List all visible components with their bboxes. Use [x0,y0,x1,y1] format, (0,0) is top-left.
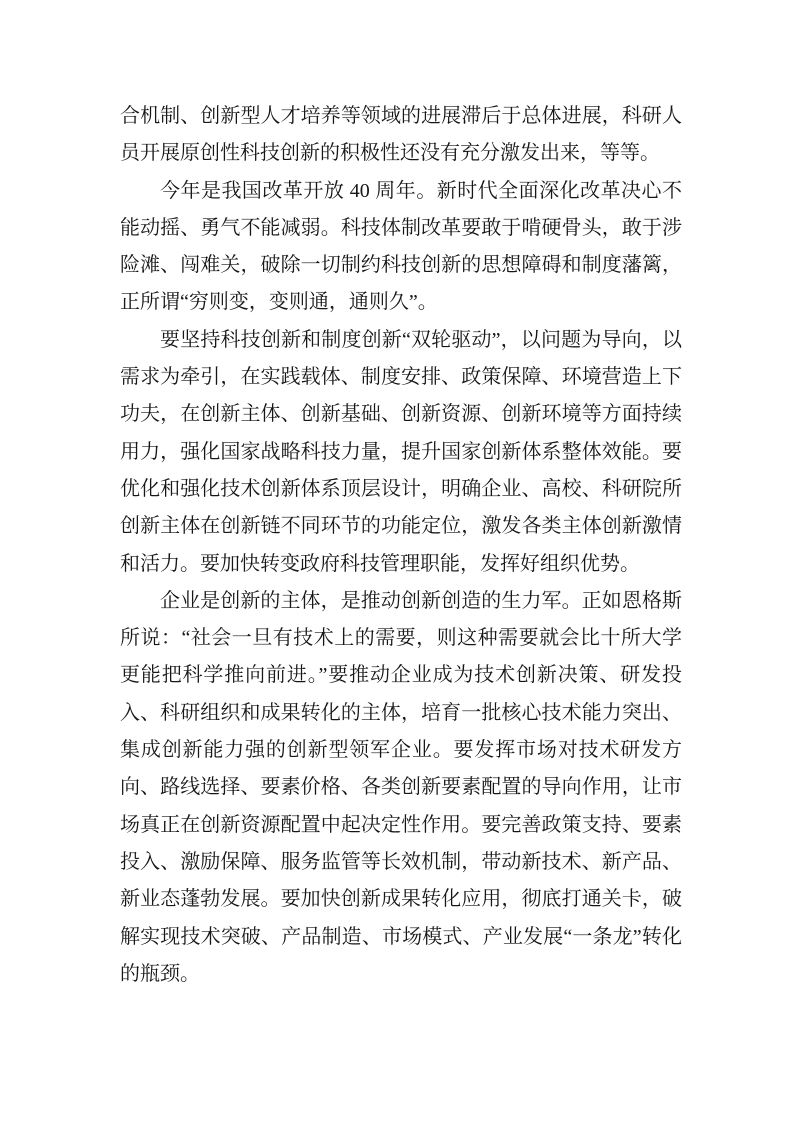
document-content [120,98,682,993]
paragraph-dual-wheel-drive: 要坚持科技创新和制度创新“双轮驱动”，以问题为导向，以需求为牵引，在实践载体、制度安排、政策保障、环境营造上下功夫，在创新主体、创新基础、创新资源、创新环境等方面持续用力，强化国家战略科技力量，提升国家创新体系整体效能。要优化和强化技术创新体系顶层设计，明确企业、高校、科研院所创新主体在创新链不同环节的功能定位，激发各类主体创新激情和活力。要加快转变政府科技管理职能，发挥好组织优势。 [120,328,682,575]
paragraph-reform-40-years: 今年是我国改革开放 40 周年。新时代全面深化改革决心不能动摇、勇气不能减弱。科技体制改革要敢于啃硬骨头，敢于涉险滩、闯难关，破除一切制约科技创新的思想障碍和制度藩篱，正所谓“穷则变，变则通，通则久”。 [120,179,682,314]
paragraph-enterprise-innovation: 企业是创新的主体，是推动创新创造的生力军。正如恩格斯所说：“社会一旦有技术上的需要，则这种需要就会比十所大学更能把科学推向前进。”要推动企业成为技术创新决策、研发投入、科研组织和成果转化的主体，培育一批核心技术能力突出、集成创新能力强的创新型领军企业。要发挥市场对技术研发方向、路线选择、要素价格、各类创新要素配置的导向作用，让市场真正在创新资源配置中起决定性作用。要完善政策支持、要素投入、激励保障、服务监管等长效机制，带动新技术、新产品、新业态蓬勃发展。要加快创新成果转化应用，彻底打通关卡，破解实现技术突破、产品制造、市场模式、产业发展“一条龙”转化的瓶颈。 [120,589,682,985]
paragraph-continuation: 合机制、创新型人才培养等领域的进展滞后于总体进展，科研人员开展原创性科技创新的积极性还没有充分激发出来，等等。 [120,105,682,165]
